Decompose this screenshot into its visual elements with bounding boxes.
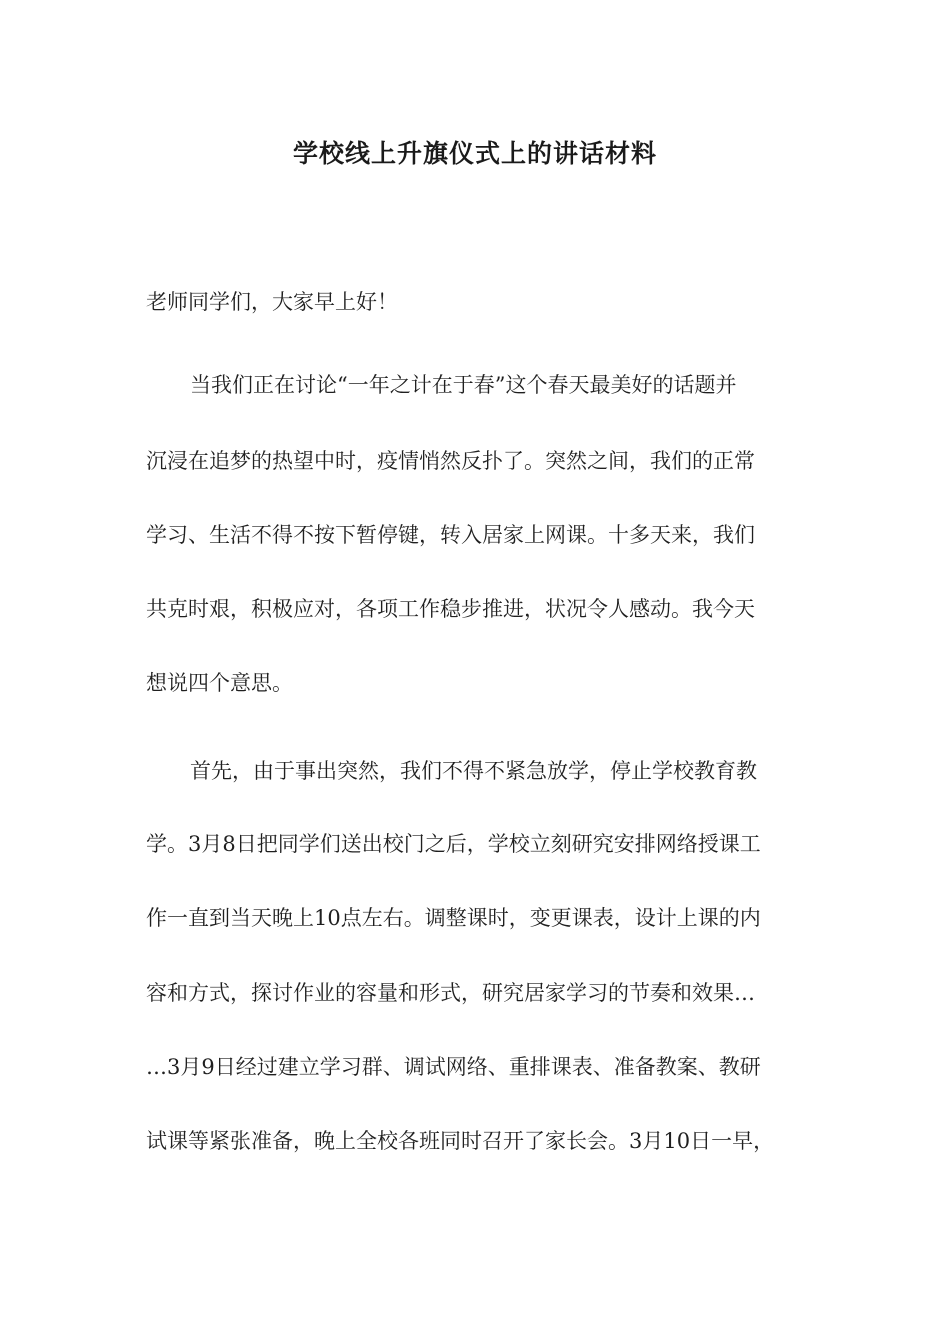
paragraph-2-line-1: 首先，由于事出突然，我们不得不紧急放学，停止学校教育教 [190, 759, 757, 783]
paragraph-2-line-6: 试课等紧张准备，晚上全校各班同时召开了家长会。3月10日一早， [146, 1129, 775, 1153]
paragraph-2-line-2: 学。3月8日把同学们送出校门之后，学校立刻研究安排网络授课工 [146, 832, 761, 856]
paragraph-2-line-3: 作一直到当天晚上10点左右。调整课时，变更课表，设计上课的内 [146, 906, 761, 930]
paragraph-1-line-3: 学习、生活不得不按下暂停键，转入居家上网课。十多天来，我们 [146, 523, 755, 547]
paragraph-2-line-4: 容和方式，探讨作业的容量和形式，研究居家学习的节奏和效果… [146, 981, 755, 1005]
paragraph-2-line-5: …3月9日经过建立学习群、调试网络、重排课表、准备教案、教研 [146, 1055, 761, 1079]
paragraph-1-line-5: 想说四个意思。 [146, 671, 293, 695]
document-title: 学校线上升旗仪式上的讲话材料 [292, 139, 657, 168]
paragraph-1-line-2: 沉浸在追梦的热望中时，疫情悄然反扑了。突然之间，我们的正常 [146, 449, 755, 473]
salutation: 老师同学们，大家早上好！ [146, 290, 398, 314]
paragraph-1-line-4: 共克时艰，积极应对，各项工作稳步推进，状况令人感动。我今天 [146, 597, 755, 621]
paragraph-1-line-1: 当我们正在讨论“一年之计在于春”这个春天最美好的话题并 [190, 373, 737, 397]
